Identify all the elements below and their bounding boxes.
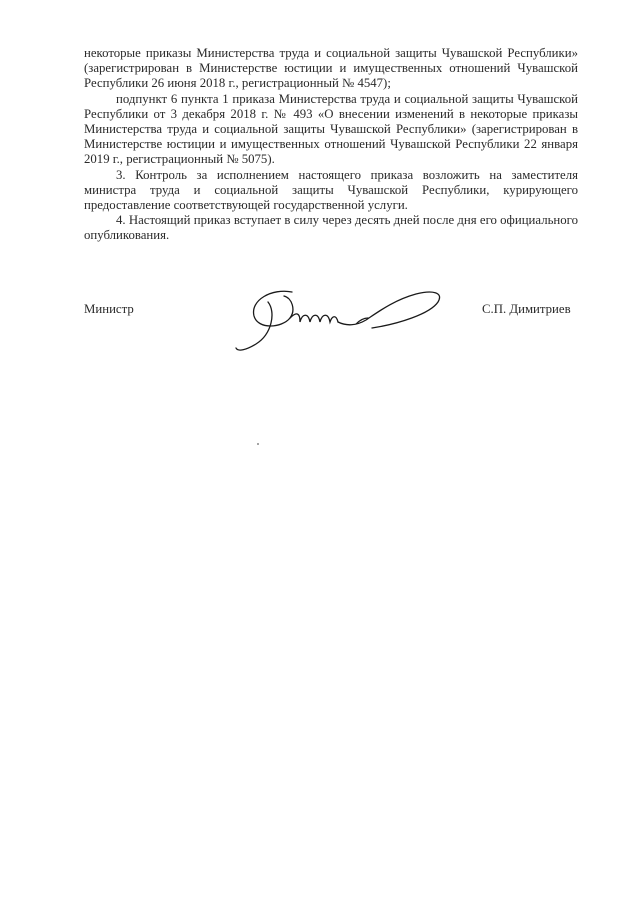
paragraph-item-3: 3. Контроль за исполнением настоящего приказа возложить на заместителя министра труда и социальной защиты Чувашской Республики, курирующего предоставление соответствующей государственной услуги. — [84, 167, 578, 213]
paragraph-continuation: некоторые приказы Министерства труда и социальной защиты Чувашской Республики» (зарегистрирован в Министерстве юстиции и имущественных отношений Чувашской Республики 26 июня 2018 г., регистрационный № 4547); — [84, 46, 578, 91]
scan-speck — [257, 443, 259, 445]
document-body — [84, 46, 578, 244]
paragraph-item-4: 4. Настоящий приказ вступает в силу через десять дней после дня его официального опубликования. — [84, 213, 578, 243]
signatory-title: Министр — [84, 302, 134, 316]
signatory-name: С.П. Димитриев — [482, 302, 571, 316]
handwritten-signature — [232, 282, 450, 354]
paragraph-subitem-6: подпункт 6 пункта 1 приказа Министерства труда и социальной защиты Чувашской Республики от 3 декабря 2018 г. № 493 «О внесении изменений в некоторые приказы Министерства труда и социальной защиты Чувашской Республики» (зарегистрирован в Министерстве юстиции и имущественных отношений Чувашской Республики 22 января 2019 г., регистрационный № 5075). — [84, 91, 578, 167]
